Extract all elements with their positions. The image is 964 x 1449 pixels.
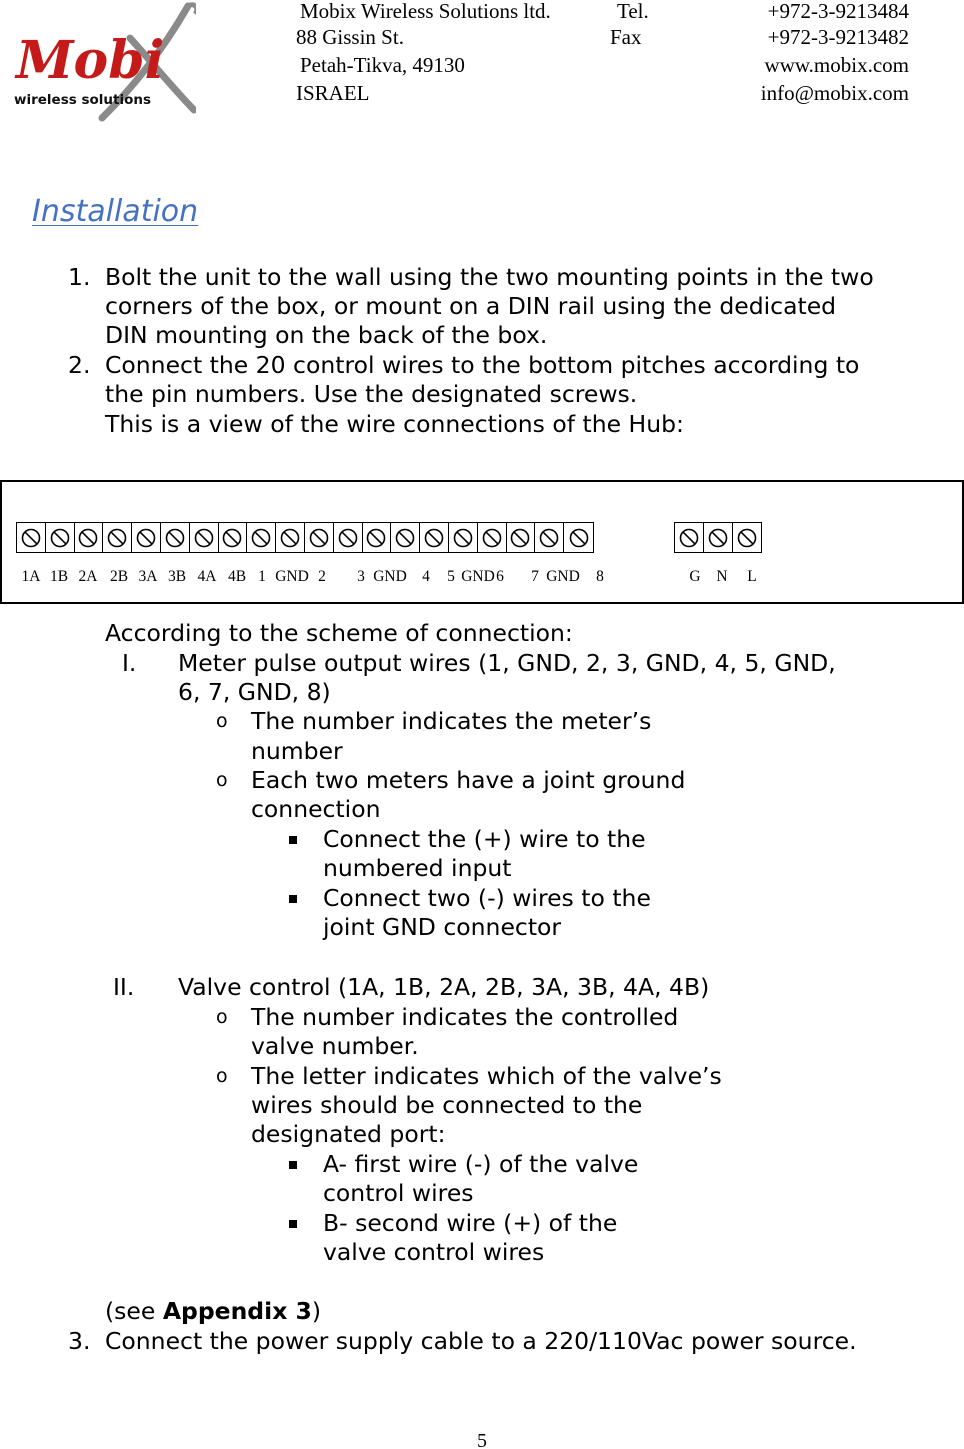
screw-terminal-icon [276,523,305,552]
terminal-label: 1B [49,568,69,585]
screw-terminal-icon [507,523,536,552]
terminal-label: L [747,568,757,585]
terminal-label: 8 [596,568,604,585]
terminal-label: 4 [422,568,430,585]
group1-sub2b-line: joint GND connector [323,913,562,941]
mobix-logo [10,0,196,126]
city-address: Petah-Tikva, 49130 [300,53,465,77]
step2-number: 2. [68,351,91,379]
step1-line: corners of the box, or mount on a DIN rail using the dedicated [105,292,837,320]
fax-number: +972-3-9213482 [767,25,909,49]
group1-sub2-line: connection [251,795,381,823]
circle-bullet-icon: o [216,710,228,732]
fax-label: Fax [610,25,642,49]
group1-sub2a-line: Connect the (+) wire to the [323,825,646,853]
tel-number: +972-3-9213484 [767,0,909,23]
group1-sub1-line: The number indicates the meter’s [251,707,652,735]
circle-bullet-icon: o [216,769,228,791]
screw-terminal-icon [733,523,762,552]
screw-terminal-icon [17,523,46,552]
terminal-label: 3B [167,568,187,585]
terminal-label: 5 [447,568,455,585]
circle-bullet-icon: o [216,1006,228,1028]
terminal-label: GND [373,568,407,585]
square-bullet-icon [289,1220,297,1228]
screw-terminal-icon [675,523,704,552]
terminal-label: 3 [357,568,365,585]
square-bullet-icon [289,895,297,903]
group1-numeral: I. [122,649,137,677]
screw-terminal-icon [247,523,276,552]
step1-number: 1. [68,263,91,291]
group2-sub2b-line: B- second wire (+) of the [323,1209,618,1237]
screw-terminal-icon [190,523,219,552]
group2-sub2a-line: control wires [323,1179,474,1207]
terminal-label: 2A [78,568,98,585]
terminal-label: 6 [496,568,504,585]
screw-terminal-icon [103,523,132,552]
group2-sub2-line: wires should be connected to the [251,1091,643,1119]
step1-line: Bolt the unit to the wall using the two mounting points in the two [105,263,874,291]
power-terminal-block [674,522,762,553]
terminal-label: 1A [21,568,41,585]
group2-sub2b-line: valve control wires [323,1238,545,1266]
page-number: 5 [477,1430,487,1449]
terminal-label: 1 [258,568,266,585]
screw-terminal-icon [75,523,104,552]
terminal-label: GND [275,568,309,585]
group2-numeral: II. [113,973,135,1001]
terminal-label: 4A [197,568,217,585]
terminal-label: GND [546,568,580,585]
group2-sub2a-line: A- first wire (-) of the valve [323,1150,639,1178]
screw-terminal-icon [334,523,363,552]
terminal-label: 7 [531,568,539,585]
step1-line: DIN mounting on the back of the box. [105,321,548,349]
step2-line: the pin numbers. Use the designated screws. [105,380,638,408]
circle-bullet-icon: o [216,1065,228,1087]
appendix-prefix: (see [105,1297,163,1325]
group2-sub2-line: The letter indicates which of the valve’s [251,1062,722,1090]
screw-terminal-icon [219,523,248,552]
screw-terminal-icon [305,523,334,552]
terminal-label: 3A [138,568,158,585]
company-name: Mobix Wireless Solutions ltd. [300,0,551,23]
group2-sub1-line: The number indicates the controlled [251,1003,679,1031]
terminal-label: 4B [227,568,247,585]
step2-line: This is a view of the wire connections of the Hub: [105,410,684,438]
terminal-label: G [689,568,701,585]
screw-terminal-icon [363,523,392,552]
logo-tagline: wireless solutions [14,92,152,108]
group1-sub2b-line: Connect two (-) wires to the [323,884,651,912]
screw-terminal-icon [391,523,420,552]
country: ISRAEL [296,81,370,105]
screw-terminal-icon [704,523,733,552]
screw-terminal-icon [564,523,593,552]
appendix-link-text: Appendix 3 [162,1297,312,1325]
step2-line: Connect the 20 control wires to the bottom pitches according to [105,351,860,379]
group2-sub2-line: designated port: [251,1120,446,1148]
screw-terminal-icon [535,523,564,552]
terminal-label: 2 [318,568,326,585]
screw-terminal-icon [478,523,507,552]
website: www.mobix.com [764,53,909,77]
square-bullet-icon [289,836,297,844]
logo-brand: Mobi [16,30,165,91]
step3-number: 3. [68,1327,91,1355]
tel-label: Tel. [617,0,649,23]
group1-sub2a-line: numbered input [323,854,512,882]
email: info@mobix.com [760,81,909,105]
control-terminal-block [16,522,594,553]
terminal-label: GND [461,568,495,585]
group2-sub1-line: valve number. [251,1032,419,1060]
scheme-intro: According to the scheme of connection: [105,619,573,647]
appendix-reference [105,1297,321,1327]
screw-terminal-icon [161,523,190,552]
screw-terminal-icon [132,523,161,552]
terminal-label: 2B [109,568,129,585]
appendix-suffix: ) [311,1297,322,1325]
section-title: Installation [32,194,199,229]
street-address: 88 Gissin St. [296,25,404,49]
square-bullet-icon [289,1161,297,1169]
group1-line: Meter pulse output wires (1, GND, 2, 3, GND, 4, 5, GND, [178,649,836,677]
screw-terminal-icon [420,523,449,552]
step3-text: Connect the power supply cable to a 220/110Vac power source. [105,1327,857,1355]
screw-terminal-icon [46,523,75,552]
group2-line: Valve control (1A, 1B, 2A, 2B, 3A, 3B, 4A, 4B) [178,973,710,1001]
group1-line: 6, 7, GND, 8) [178,678,331,706]
group1-sub1-line: number [251,737,343,765]
group1-sub2-line: Each two meters have a joint ground [251,766,686,794]
terminal-label: N [716,568,728,585]
screw-terminal-icon [449,523,478,552]
